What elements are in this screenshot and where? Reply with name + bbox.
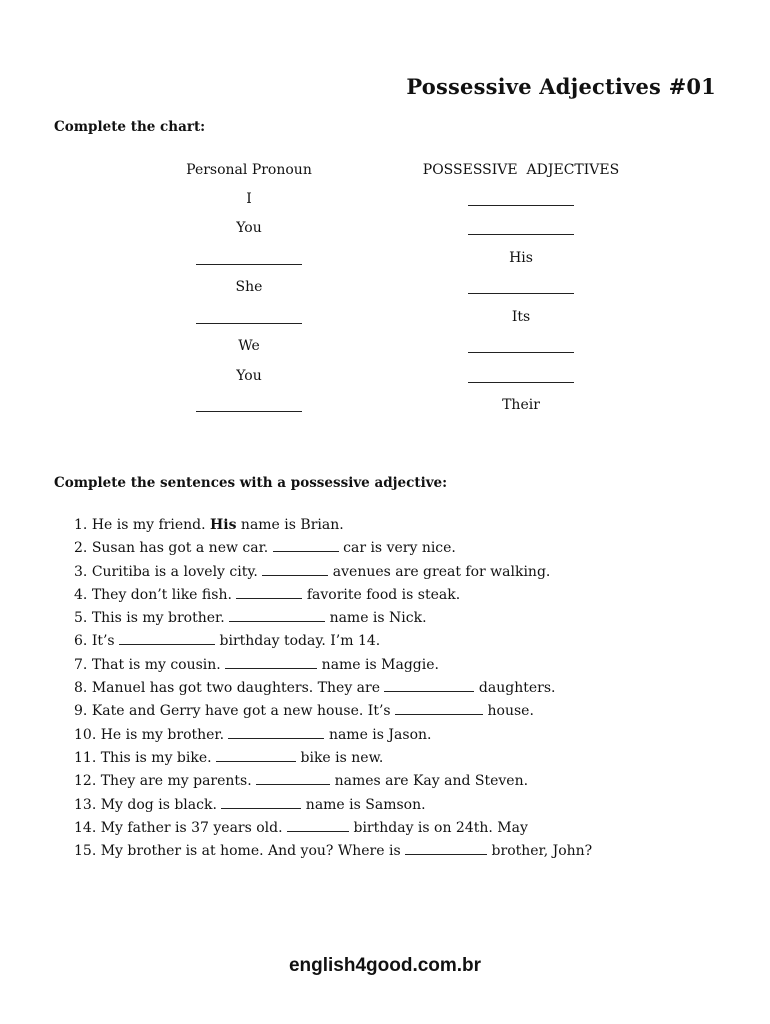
answer-blank[interactable] (216, 748, 296, 762)
answer-blank[interactable] (395, 701, 483, 715)
answer-blank[interactable] (221, 795, 301, 809)
example-answer: His (210, 517, 237, 533)
sentence-number: 14. (74, 819, 97, 836)
sentence-before: They don’t like fish. (91, 586, 232, 603)
sentence-before: My dog is black. (100, 796, 217, 813)
chart-pronoun-cell: You (236, 220, 262, 236)
answer-blank[interactable] (256, 771, 330, 785)
sentence-number: 12. (74, 773, 97, 790)
answer-blank[interactable] (384, 678, 474, 692)
sentence-item (74, 607, 592, 630)
answer-blank[interactable] (119, 631, 215, 645)
sentence-number: 4. (74, 586, 88, 603)
sentence-before: This is my bike. (100, 749, 212, 766)
answer-blank[interactable] (225, 655, 317, 669)
answer-blank[interactable] (236, 585, 302, 599)
sentence-after: avenues are great for walking. (332, 563, 551, 580)
sentence-item (74, 514, 592, 537)
sentence-before: Susan has got a new car. (91, 540, 269, 557)
sentence-after: names are Kay and Steven. (334, 773, 529, 790)
footer-site: english4good.com.br (288, 955, 482, 976)
answer-blank[interactable] (262, 562, 328, 576)
sentence-after: birthday is on 24th. May (353, 819, 528, 836)
sentence-after: name is Samson. (305, 796, 426, 813)
sentence-item (74, 794, 592, 817)
sentence-after: house. (487, 703, 534, 720)
sentences-heading: Complete the sentences with a possessive adjective: (54, 475, 448, 491)
sentence-after: daughters. (478, 680, 556, 697)
sentence-number: 13. (74, 796, 97, 813)
chart-adjective-cell: Its (511, 309, 531, 325)
sentence-item (74, 700, 592, 723)
sentence-item (74, 630, 592, 653)
sentence-before: This is my brother. (91, 610, 225, 627)
sentence-before: Curitiba is a lovely city. (91, 563, 258, 580)
answer-blank[interactable] (229, 608, 325, 622)
sentence-number: 1. (74, 517, 88, 533)
sentence-number: 8. (74, 680, 88, 697)
chart-adjective-blank[interactable] (468, 352, 574, 353)
sentence-before: My brother is at home. And you? Where is (100, 843, 401, 860)
chart-adjective-blank[interactable] (468, 234, 574, 235)
sentence-after: name is Brian. (240, 517, 344, 533)
answer-blank[interactable] (287, 818, 349, 832)
sentence-number: 10. (74, 726, 97, 743)
sentence-item (74, 677, 592, 700)
sentence-item (74, 817, 592, 840)
sentence-number: 6. (74, 633, 88, 650)
sentence-item (74, 747, 592, 770)
sentence-number: 15. (74, 843, 97, 860)
sentence-after: name is Nick. (329, 610, 427, 627)
sentence-before: Kate and Gerry have got a new house. It’s (91, 703, 391, 720)
sentence-before: They are my parents. (100, 773, 252, 790)
answer-blank[interactable] (273, 538, 339, 552)
sentence-after: brother, John? (491, 843, 593, 860)
sentence-list (74, 514, 592, 863)
page-title: Possessive Adjectives #01 (406, 74, 716, 99)
sentence-item (74, 840, 592, 863)
sentence-number: 11. (74, 749, 97, 766)
sentence-after: car is very nice. (343, 540, 456, 557)
chart-adjective-blank[interactable] (468, 293, 574, 294)
sentence-item (74, 770, 592, 793)
sentence-before: Manuel has got two daughters. They are (91, 680, 381, 697)
sentence-before: He is my friend. (91, 517, 206, 533)
sentence-before: That is my cousin. (91, 656, 221, 673)
chart-pronoun-cell: You (236, 368, 262, 384)
sentence-after: birthday today. I’m 14. (219, 633, 381, 650)
chart-pronoun-cell: We (238, 338, 260, 354)
sentence-before: It’s (91, 633, 115, 650)
sentence-after: name is Jason. (328, 726, 432, 743)
sentence-number: 2. (74, 540, 88, 557)
sentence-after: name is Maggie. (321, 656, 439, 673)
col-header-personal-pronoun: Personal Pronoun (186, 162, 312, 178)
sentence-item (74, 584, 592, 607)
chart-pronoun-cell: I (246, 191, 252, 207)
sentence-item (74, 561, 592, 584)
sentence-after: favorite food is steak. (306, 586, 461, 603)
answer-blank[interactable] (228, 725, 324, 739)
sentence-item (74, 654, 592, 677)
sentence-number: 3. (74, 563, 88, 580)
sentence-item (74, 724, 592, 747)
chart-adjective-cell: Their (502, 397, 540, 413)
sentence-number: 5. (74, 610, 88, 627)
chart-pronoun-cell: She (235, 279, 263, 295)
chart-pronoun-blank[interactable] (196, 323, 302, 324)
sentence-before: He is my brother. (100, 726, 225, 743)
chart-pronoun-blank[interactable] (196, 264, 302, 265)
chart-adjective-blank[interactable] (468, 382, 574, 383)
sentence-item (74, 537, 592, 560)
sentence-after: bike is new. (300, 749, 384, 766)
sentence-before: My father is 37 years old. (100, 819, 283, 836)
chart-pronoun-blank[interactable] (196, 411, 302, 412)
chart-heading: Complete the chart: (54, 119, 206, 135)
sentence-number: 7. (74, 656, 88, 673)
col-header-possessive-adjectives: POSSESSIVE ADJECTIVES (422, 162, 620, 178)
chart-adjective-blank[interactable] (468, 205, 574, 206)
answer-blank[interactable] (405, 841, 487, 855)
sentence-number: 9. (74, 703, 88, 720)
chart-adjective-cell: His (509, 250, 533, 266)
